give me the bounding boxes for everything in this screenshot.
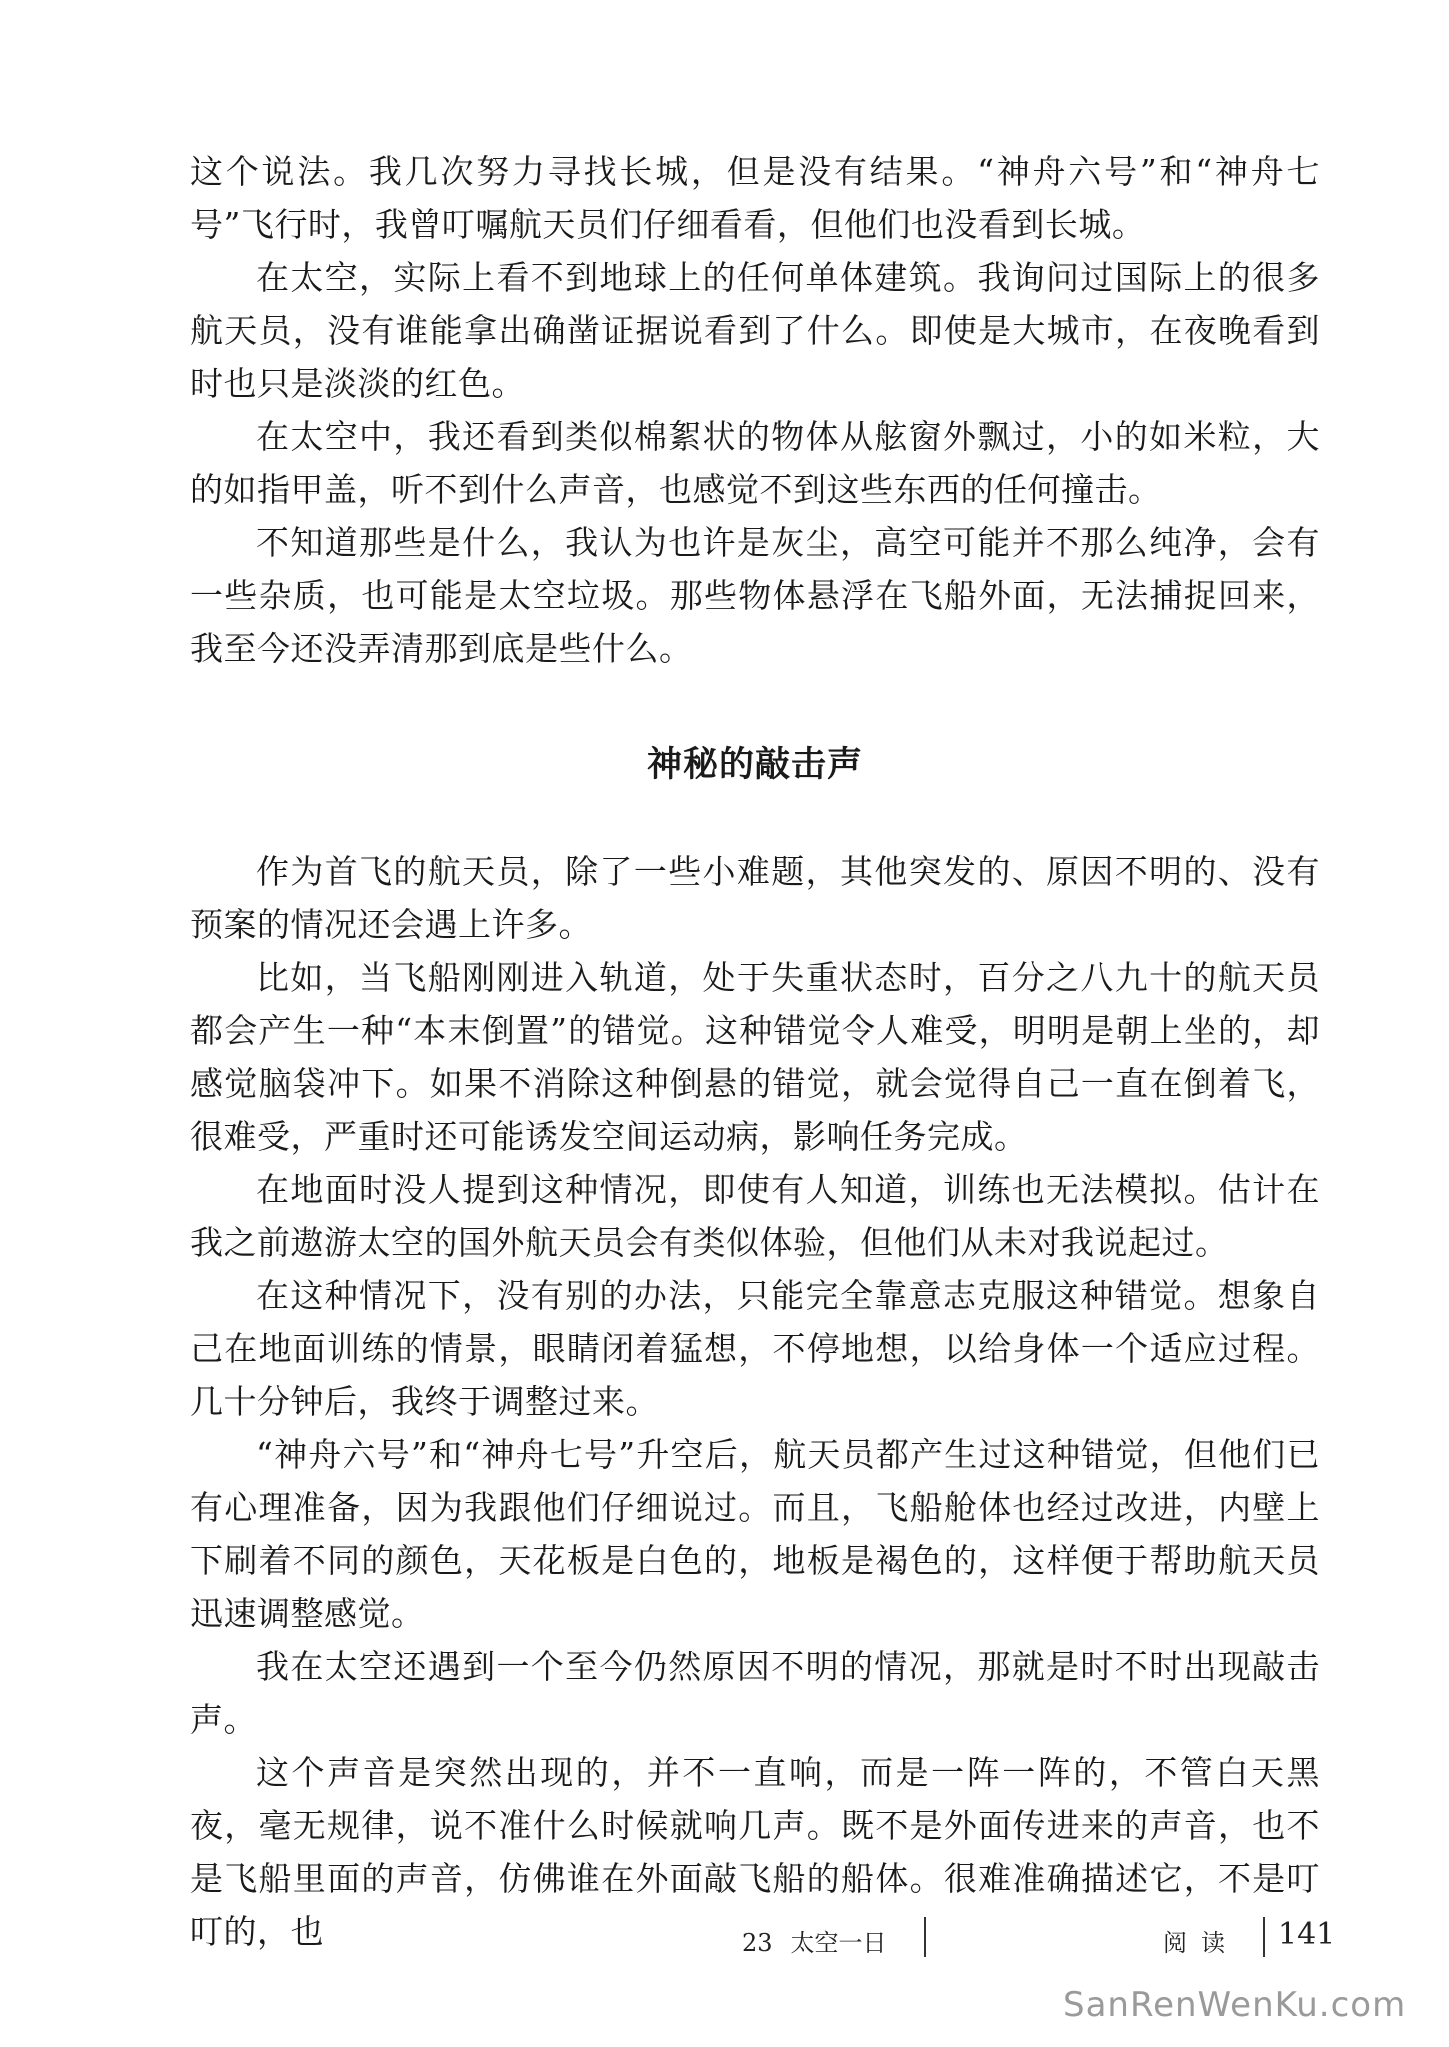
footer-chapter (742, 1923, 905, 1958)
paragraph: 作为首飞的航天员，除了一些小难题，其他突发的、原因不明的、没有预案的情况还会遇上许多。 (190, 852, 1320, 944)
paragraph: 这个说法。我几次努力寻找长城，但是没有结果。“神舟六号”和“神舟七号”飞行时，我曾叮嘱航天员们仔细看看，但他们也没看到长城。 (190, 152, 1320, 244)
paragraph: 在太空，实际上看不到地球上的任何单体建筑。我询问过国际上的很多航天员，没有谁能拿出确凿证据说看到了什么。即使是大城市，在夜晚看到时也只是淡淡的红色。 (190, 258, 1320, 403)
paragraph: “神舟六号”和“神舟七号”升空后，航天员都产生过这种错觉，但他们已有心理准备，因为我跟他们仔细说过。而且，飞船舱体也经过改进，内壁上下刷着不同的颜色，天花板是白色的，地板是褐色的，这样便于帮助航天员迅速调整感觉。 (190, 1435, 1320, 1633)
paragraph: 比如，当飞船刚刚进入轨道，处于失重状态时，百分之八九十的航天员都会产生一种“本末倒置”的错觉。这种错觉令人难受，明明是朝上坐的，却感觉脑袋冲下。如果不消除这种倒悬的错觉，就会觉得自己一直在倒着飞，很难受，严重时还可能诱发空间运动病，影响任务完成。 (190, 958, 1320, 1156)
paragraph: 在地面时没人提到这种情况，即使有人知道，训练也无法模拟。估计在我之前遨游太空的国外航天员会有类似体验，但他们从未对我说起过。 (190, 1170, 1320, 1262)
page-body (190, 145, 1320, 1958)
footer-section: 阅读 (1163, 1929, 1239, 1957)
chapter-number: 23 (742, 1929, 773, 1957)
top-text-block (190, 145, 1320, 675)
page-footer (0, 1915, 1449, 1965)
paragraph: 这个声音是突然出现的，并不一直响，而是一阵一阵的，不管白天黑夜，毫无规律，说不准什么时候就响几声。既不是外面传进来的声音，也不是飞船里面的声音，仿佛谁在外面敲飞船的船体。很难准确描述它，不是叮叮的，也 (190, 1753, 1320, 1951)
paragraph: 不知道那些是什么，我认为也许是灰尘，高空可能并不那么纯净，会有一些杂质，也可能是太空垃圾。那些物体悬浮在飞船外面，无法捕捉回来，我至今还没弄清那到底是些什么。 (190, 523, 1320, 668)
page-number: 141 (1278, 1917, 1336, 1952)
paragraph: 在这种情况下，没有别的办法，只能完全靠意志克服这种错觉。想象自己在地面训练的情景，眼睛闭着猛想，不停地想，以给身体一个适应过程。几十分钟后，我终于调整过来。 (190, 1276, 1320, 1421)
chapter-title: 太空一日 (790, 1929, 887, 1957)
footer-divider (1263, 1917, 1265, 1957)
paragraph: 我在太空还遇到一个至今仍然原因不明的情况，那就是时不时出现敲击声。 (190, 1647, 1320, 1739)
section-text-block (190, 845, 1320, 1958)
footer-divider (924, 1917, 926, 1957)
section-title: 神秘的敲击声 (646, 745, 863, 785)
paragraph: 在太空中，我还看到类似棉絮状的物体从舷窗外飘过，小的如米粒，大的如指甲盖，听不到什么声音，也感觉不到这些东西的任何撞击。 (190, 417, 1320, 509)
watermark: SanRenWenKu.com (1063, 1985, 1407, 2025)
